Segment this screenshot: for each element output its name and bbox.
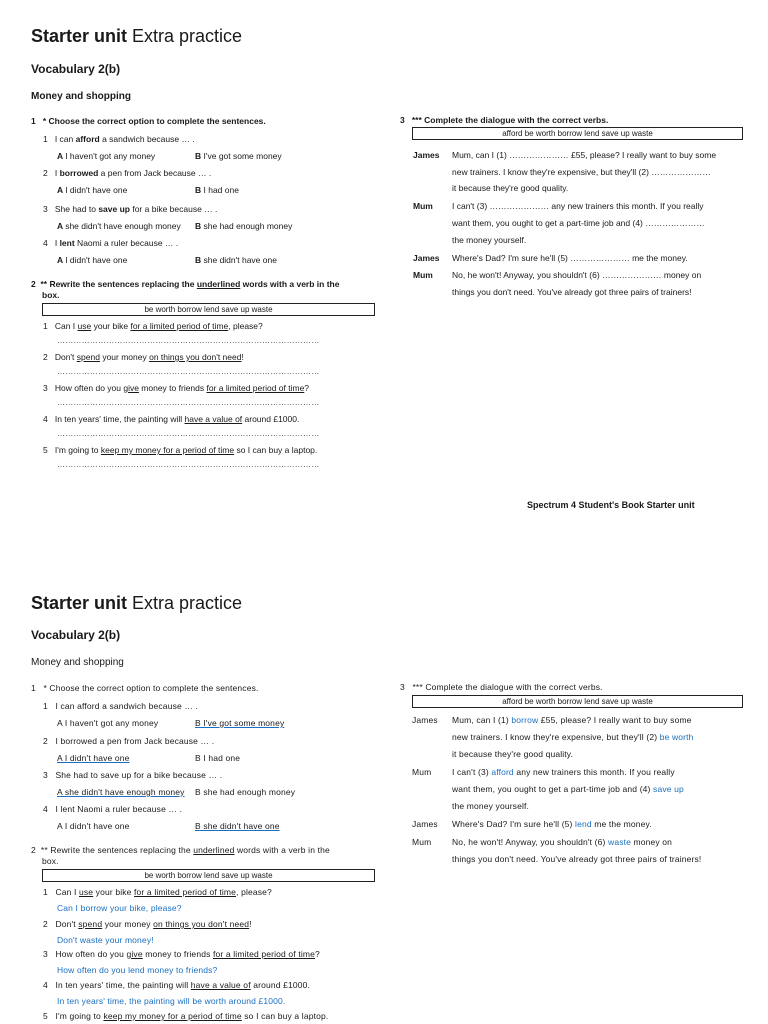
word-box: afford be worth borrow lend save up waste (412, 127, 743, 140)
question-number: 3 (43, 204, 48, 214)
question-number: 1 (43, 134, 48, 144)
speaker-name: Mum (413, 201, 433, 211)
question-line (43, 204, 217, 215)
underlined-words: spend (78, 919, 103, 929)
question-line (43, 383, 309, 394)
question-line (43, 980, 310, 991)
underlined-words: spend (76, 352, 100, 362)
question-text: money to friends (142, 949, 213, 959)
question-number: 3 (43, 383, 48, 393)
key-word: lent (59, 238, 75, 248)
speaker-name: James (413, 150, 440, 160)
option-a: A I didn't have one (57, 821, 130, 831)
question-number: 2 (43, 168, 48, 178)
dialogue-line (452, 767, 675, 778)
answer-word: be worth (659, 732, 694, 742)
question-number: 2 (43, 736, 48, 746)
dialogue-line (452, 854, 701, 865)
underlined-words: use (79, 887, 94, 897)
exercise-2-instruction: 2 ** Rewrite the sentences replacing the underlined words with a verb in the (31, 845, 330, 855)
question-text: , please? (236, 887, 272, 897)
question-text: How often do you (55, 949, 127, 959)
question-number: 1 (43, 887, 48, 897)
question-text: Can I (55, 887, 80, 897)
option-b: B I've got some money (195, 718, 285, 728)
answer-text: Can I borrow your bike, please? (57, 903, 182, 913)
question-text: I'm going to (55, 1011, 104, 1021)
option-text: I didn't have one (65, 255, 128, 265)
dialogue-line (452, 715, 692, 726)
option-b: B she had enough money (195, 787, 296, 797)
question-text: I can afford a sandwich because … . (55, 701, 199, 711)
exercise-2-instruction-cont: box. (42, 856, 59, 866)
underlined-words: have a value of (190, 980, 251, 990)
option-letter: B (195, 221, 204, 231)
question-text: your bike (91, 321, 131, 331)
underlined-words: for a limited period of time (212, 949, 315, 959)
footer: Spectrum 4 Student's Book Starter unit (527, 500, 695, 510)
dialogue-text: things you don't need. You've already got three pairs of trainers! (452, 854, 702, 864)
dialogue-text: I can't (3) (452, 767, 492, 777)
option-letter: A (57, 255, 66, 265)
question-text: ! (249, 919, 252, 929)
question-text: I (54, 238, 60, 248)
question-number: 4 (43, 804, 48, 814)
question-line (43, 238, 178, 249)
option-text: I've got some money (203, 151, 282, 161)
question-text: In ten years' time, the painting will (54, 414, 185, 424)
question-text: How often do you (54, 383, 124, 393)
speaker-name: James (413, 253, 440, 263)
question-text: money to friends (138, 383, 207, 393)
dialogue-text: £55, please? I really want to buy some (538, 715, 692, 725)
underlined-words: give (123, 383, 139, 393)
question-text: I can (54, 134, 76, 144)
question-line (43, 134, 195, 145)
option-letter: B (195, 185, 204, 195)
question-number: 5 (43, 1011, 48, 1021)
dialogue-line (452, 784, 684, 795)
dialogue-line (452, 801, 529, 812)
underlined-words: use (77, 321, 92, 331)
question-text: for a bike because … . (129, 204, 218, 214)
question-number: 4 (43, 238, 48, 248)
question-text: your money (102, 919, 154, 929)
answer-line: …………………………………………………………………………………… (57, 398, 320, 407)
question-text: She had to (54, 204, 99, 214)
answer-word: afford (491, 767, 514, 777)
exercise-2-instruction: 2 ** Rewrite the sentences replacing the underlined words with a verb in the (31, 279, 340, 289)
dialogue-text: new trainers. I know they're expensive, but they'll (2) (452, 732, 660, 742)
question-text: a sandwich because … . (99, 134, 195, 144)
dialogue-line: Mum, can I (1) ………………… £55, please? I really want to buy some (452, 150, 717, 160)
option-text: I had one (203, 185, 239, 195)
exercise-3-instruction: 3 *** Complete the dialogue with the correct verbs. (400, 115, 609, 125)
question-line (43, 414, 299, 425)
question-text: your money (99, 352, 150, 362)
option-text: she didn't have one (203, 255, 277, 265)
dialogue-line: it because they're good quality. (452, 183, 569, 193)
question-text: I (54, 168, 60, 178)
question-text: so I can buy a laptop. (234, 445, 318, 455)
dialogue-text: the money yourself. (452, 801, 530, 811)
answer-word: lend (575, 819, 592, 829)
underlined-words: on things you don't need (153, 919, 250, 929)
dialogue-text: Mum, can I (1) (452, 715, 512, 725)
underlined-words: give (126, 949, 143, 959)
dialogue-line: Where's Dad? I'm sure he'll (5) ………………… me the money. (452, 253, 688, 263)
underlined-words: for a limited period of time (206, 383, 305, 393)
speaker-name: James (412, 715, 438, 725)
dialogue-text: want them, you ought to get a part-time job and (4) (452, 784, 654, 794)
dialogue-text: it because they're good quality. (452, 749, 574, 759)
vocabulary-heading: Vocabulary 2(b) (31, 628, 121, 642)
question-line (43, 804, 182, 815)
key-word: afford (75, 134, 100, 144)
answer-line: …………………………………………………………………………………… (57, 429, 320, 438)
option-text: she didn't have enough money (65, 221, 181, 231)
question-text: around £1000. (250, 980, 310, 990)
word-box: afford be worth borrow lend save up waste (412, 695, 743, 708)
page-title: Starter unit Extra practice (31, 593, 243, 613)
underlined-words: on things you don't need (149, 352, 242, 362)
dialogue-line (452, 819, 652, 830)
question-line (43, 949, 320, 960)
option-text: I didn't have one (65, 185, 128, 195)
speaker-name: Mum (413, 270, 433, 280)
option-text: I haven't got any money (65, 151, 156, 161)
answer-line: …………………………………………………………………………………… (57, 460, 320, 469)
question-text: ? (304, 383, 310, 393)
question-number: 3 (43, 770, 48, 780)
underlined-words: keep my money for a period of time (103, 1011, 242, 1021)
option-b: B she didn't have one (195, 821, 280, 831)
option-letter: B (195, 151, 204, 161)
question-line (43, 352, 244, 363)
question-number: 3 (43, 949, 48, 959)
dialogue-line: No, he won't! Anyway, you shouldn't (6) ………………… money on (452, 270, 702, 280)
option-b (195, 151, 282, 162)
option-b (195, 255, 277, 266)
dialogue-line: new trainers. I know they're expensive, but they'll (2) ………………… (452, 167, 711, 177)
question-number: 5 (43, 445, 48, 455)
dialogue-line: the money yourself. (452, 235, 527, 245)
answer-word: borrow (511, 715, 539, 725)
dialogue-line: want them, you ought to get a part-time job and (4) ………………… (452, 218, 705, 228)
answer-word: save up (653, 784, 684, 794)
topic-heading: Money and shopping (31, 91, 131, 102)
question-text: so I can buy a laptop. (241, 1011, 329, 1021)
exercise-1-instruction: 1 * Choose the correct option to complete the sentences. (31, 116, 266, 126)
question-line (43, 736, 214, 747)
dialogue-text: No, he won't! Anyway, you shouldn't (6) (452, 837, 609, 847)
question-line (43, 1011, 328, 1022)
question-line (43, 321, 263, 332)
option-letter: A (57, 221, 66, 231)
question-number: 4 (43, 980, 48, 990)
word-box: be worth borrow lend save up waste (42, 303, 375, 316)
question-line (43, 919, 252, 930)
underlined-words: for a limited period of time (130, 321, 229, 331)
option-b: B I had one (195, 753, 241, 763)
speaker-name: James (412, 819, 438, 829)
dialogue-line: I can't (3) ………………… any new trainers this month. If you really (452, 201, 704, 211)
page-title: Starter unit Extra practice (31, 26, 243, 46)
option-b (195, 221, 292, 232)
option-text: she had enough money (203, 221, 293, 231)
exercise-2-instruction-cont: box. (42, 290, 60, 300)
question-number: 1 (43, 701, 48, 711)
answer-line: …………………………………………………………………………………… (57, 336, 320, 345)
dialogue-line (452, 749, 573, 760)
option-a: A she didn't have enough money (57, 787, 185, 797)
option-b (195, 185, 239, 196)
answer-text: In ten years' time, the painting will be worth around £1000. (57, 996, 286, 1006)
vocabulary-heading: Vocabulary 2(b) (31, 62, 121, 76)
option-a (57, 151, 155, 162)
option-a: A I didn't have one (57, 753, 130, 763)
question-line (43, 445, 317, 456)
speaker-name: Mum (412, 767, 432, 777)
underlined-words: for a limited period of time (134, 887, 237, 897)
question-number: 1 (43, 321, 48, 331)
question-text: Don't (55, 919, 79, 929)
option-letter: A (57, 185, 66, 195)
exercise-3-instruction: 3 *** Complete the dialogue with the correct verbs. (400, 682, 603, 692)
key-word: save up (98, 204, 130, 214)
topic-heading: Money and shopping (31, 657, 124, 668)
question-text: I lent Naomi a ruler because … . (55, 804, 183, 814)
option-letter: B (195, 255, 204, 265)
answer-word: waste (608, 837, 631, 847)
word-box: be worth borrow lend save up waste (42, 869, 375, 882)
answer-text: How often do you lend money to friends? (57, 965, 218, 975)
dialogue-text: Where's Dad? I'm sure he'll (5) (452, 819, 576, 829)
question-text: ? (314, 949, 320, 959)
dialogue-line (452, 837, 672, 848)
question-text: Naomi a ruler because … . (74, 238, 179, 248)
question-line (43, 887, 272, 898)
option-a: A I haven't got any money (57, 718, 159, 728)
question-line (43, 701, 198, 712)
dialogue-line: things you don't need. You've already got three pairs of trainers! (452, 287, 692, 297)
option-a (57, 255, 127, 266)
question-text: , please? (228, 321, 263, 331)
speaker-name: Mum (412, 837, 432, 847)
question-text: around £1000. (242, 414, 300, 424)
question-number: 2 (43, 352, 48, 362)
option-letter: A (57, 151, 66, 161)
question-text: Can I (54, 321, 78, 331)
question-text: your bike (93, 887, 135, 897)
answer-line: …………………………………………………………………………………… (57, 367, 320, 376)
underlined-words: have a value of (184, 414, 243, 424)
question-text: Don't (54, 352, 77, 362)
question-line (43, 168, 211, 179)
underlined-words: keep my money for a period of time (100, 445, 235, 455)
question-number: 2 (43, 919, 48, 929)
question-text: In ten years' time, the painting will (55, 980, 191, 990)
question-number: 4 (43, 414, 48, 424)
dialogue-text: money on (631, 837, 673, 847)
key-word: borrowed (59, 168, 99, 178)
question-line (43, 770, 222, 781)
dialogue-text: any new trainers this month. If you really (513, 767, 675, 777)
option-a (57, 221, 181, 232)
dialogue-line (452, 732, 694, 743)
answer-text: Don't waste your money! (57, 935, 154, 945)
question-text: I'm going to (54, 445, 101, 455)
exercise-1-instruction: 1 * Choose the correct option to complete the sentences. (31, 683, 259, 693)
question-text: a pen from Jack because … . (98, 168, 212, 178)
question-text: I borrowed a pen from Jack because … . (55, 736, 215, 746)
question-text: She had to save up for a bike because … . (55, 770, 223, 780)
question-text: ! (241, 352, 244, 362)
option-a (57, 185, 127, 196)
dialogue-text: me the money. (591, 819, 652, 829)
